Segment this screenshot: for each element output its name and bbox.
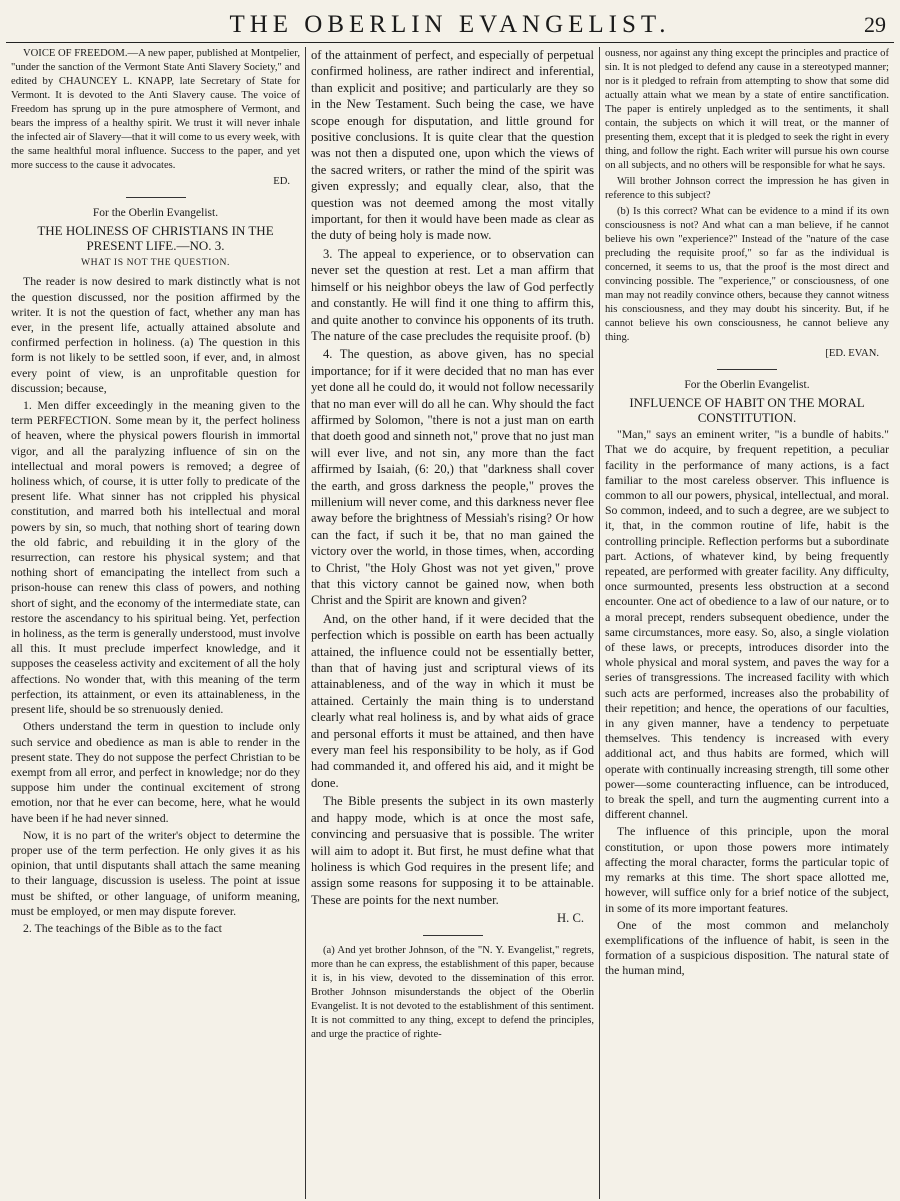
footnote-a: (a) And yet brother Johnson, of the "N. Y. Evangelist," regrets, more than he can express, the establishment of this paper, because it is, in his view, devoted to the dissemination of this error. Brother Johnson misunderstands the object of the Oberlin Evangelist. It is not devoted to the establishment of this sentiment. It is not committed to any thing, except to defend the principles, and urge the practice of righte-	[311, 944, 594, 1040]
footnote-question: Will brother Johnson correct the impression he has given in reference to this subject?	[605, 176, 889, 201]
article-paragraph: The reader is now desired to mark distinctly what is not the question discussed, nor the position affirmed by the writer. It is not the question of fact, whether any man has ever, in the present life, actually attained absolute and confirmed perfection in holiness. (a) The question in this form is not likely to be settled soon, if ever, and, in almost every point of view, is an unprofitable question for discussion; because,	[11, 274, 300, 395]
article-paragraph: The Bible presents the subject in its own masterly and happy mode, which is at once the most safe, convincing and persuasive that is possible. The writer will aim to adopt it. But first, he must define what that holiness is which God requires in the present life; and assign some reasons for supposing it to be attainable. These are points for the next number.	[311, 794, 594, 907]
article-paragraph: And, on the other hand, if it were decided that the perfection which is possible on earth has been actually attained, the influence could not be essentially better, than that of having just and scriptural views of its attainableness, and of the way in which it must be attained. Certainly the main thing is to understand clearly what real holiness is, and by what aids of grace and personal efforts it must be attained, and then have every man feel his responsibility to be holy, as if God had commanded it, and offered his aid, and it might be done.	[311, 611, 594, 790]
article-paragraph: 3. The appeal to experience, or to observation can never set the question at rest. Let a man affirm that himself or his neighbor obeys the law of God perfectly and constantly. He will find it one thing to affirm this, and quite another to convince his opponents of its truth. The nature of the case precludes the requisite proof. (b)	[311, 246, 594, 343]
masthead	[6, 10, 894, 43]
article-paragraph: The influence of this principle, upon the moral constitution, or upon those powers more intimately affecting the moral character, forms the particular topic of my remarks at this time. The short space allotted me, however, will suffice only for a brief notice of the subject, in some of its more important features.	[605, 824, 889, 915]
article-paragraph: of the attainment of perfect, and especially of perpetual confirmed holiness, are rather indirect and inferential, than explicit and positive; and particularly are they so in the New Testament. Such being the case, we have scope enough for disputation, and little ground for positive conclusions. It is quite clear that the question was not then a disputed one, upon which the views of the sacred writers, or rather the mind of the spirit was given expressly; and equally clear, also, that the question was not deemed among the most vitally important, for then it would have been made as clear as the duty of being holy is made now.	[311, 48, 594, 243]
divider	[717, 369, 777, 370]
author-signature: H. C.	[557, 911, 584, 926]
article-headline: INFLUENCE OF HABIT ON THE MORAL CONSTITUTION.	[629, 395, 865, 426]
voice-of-freedom-notice: VOICE OF FREEDOM.—A new paper, published at Montpelier, "under the sanction of the Vermont State Anti Slavery Society," and edited by CHAUNCEY L. KNAPP, late Secretary of State for Vermont. It is devoted to the Anti Slavery cause. The voice of Freedom has sprung up in the pure atmosphere of Vermont, and bears the impress of a healthy spirit. We trust it will never inhale the infected air of Slavery—that it will come to us every week, with the same healthful moral influence. Success to the paper, and yet more success to the cause it advocates.	[11, 48, 300, 171]
columns	[6, 47, 894, 1199]
article-paragraph: 4. The question, as above given, has no special importance; for if it were decided that no man has ever yet done all he could do, it would not follow necessarily that no man ever will do all he can. Why should the fact affirmed by Solomon, "there is not a just man on earth that doeth good and sinneth not," prove that no just man will ever live, and not sin, any more than the fact affirmed by Isaiah, (6: 20,) that "darkness shall cover the earth, and gross darkness the people," proves the millenium will never come, and this darkness never flee away before the brightness of Messiah's rising? Or how can the fact, if such it be, that no man gained the victory over the world, in those times, when, according to Christ, "the Holy Ghost was not yet given," prove that this victory cannot be gained now, when both Christ and the Spirit are known and given?	[311, 347, 594, 608]
article-paragraph: One of the most common and melancholy exemplifications of the influence of habit, is seen in the formation of a suspicious disposition. The natural state of the human mind,	[605, 917, 889, 978]
from-line: For the Oberlin Evangelist.	[92, 207, 219, 219]
masthead-title: THE OBERLIN EVANGELIST.	[229, 11, 671, 38]
article-paragraph: Now, it is no part of the writer's object to determine the proper use of the term perfection. He only gives it as his opinion, that until disputants shall attach the same meaning to their language, discussion is useless. The point at issue must be shifted, or other language, of uniform meaning, must be employed, or men may dispute forever.	[11, 827, 300, 918]
notice-signature: ED.	[273, 176, 290, 187]
page-number: 29	[864, 12, 886, 37]
divider	[126, 197, 186, 198]
column-3	[600, 47, 894, 1199]
article-paragraph: 1. Men differ exceedingly in the meaning given to the term PERFECTION. Some mean by it, the perfect holiness of heaven, where the physical powers flourish in immortal vigor, and all the paralyzing influence of sin on the intellectual and moral powers is removed; a degree of holiness which, of course, it is utter folly to predicate of the present life. What sinner has not crippled his physical constitution, and marred both his intellectual and moral powers by sin, so much, that nothing short of tearing down the old fabric, and rebuilding it in the glory of the resurrection, can restore his physical system; and that nothing short of emancipating the intellect from such a prison-house can renew this class of powers, and nothing short of sight, and the economy of the intermediate state, can restore the ascendancy to his spiritual being. Yet, perfection in holiness, as the term is generally understood, must involve all this. It must preclude imperfect knowledge, and it supposes the ceaseless activity and excitement of all the holy affections. No wonder that, with this meaning of the term perfection, its attainment, or even its attainableness, in the present life, should be so strenuously denied.	[11, 398, 300, 717]
from-line: For the Oberlin Evangelist.	[684, 379, 810, 391]
footnote-b: (b) Is this correct? What can be evidence to a mind if its own consciousness is not? And what can a man believe, if he cannot believe his own "experience?" Instead of the "nature of the case precluding the requisite proof," so far as the individual is concerned, it seems to us, that the proof is the most direct and convincing possible. The "experience," or consciousness, of one man may not readily convince others, because they cannot witness his consciousness, and they may doubt his sincerity. But, if he cannot believe his own consciousness, he cannot believe any thing.	[605, 206, 889, 343]
article-paragraph: 2. The teachings of the Bible as to the fact	[23, 920, 222, 935]
article-paragraph: "Man," says an eminent writer, "is a bundle of habits." That we do acquire, by frequent repetition, a peculiar facility in the performance of many actions, is a fact familiar to the most careless observer. This influence is common to all our powers, physical, intellectual, and moral. So common, indeed, and to such a degree, are we subject to it, that, in the common routine of life, habit is the controlling principle. Reflection performs but a subordinate part. Actions, of whatever kind, by being frequently repeated, are performed with greater facility. Any difficulty, once surmounted, presents less obstruction at a second encounter. One act of obedience to a law of our nature, or to a moral precept, renders subsequent obedience, under the same circumstances, more easy. So, also, a single violation of these laws, or precepts, introduces disorder into the whole physical and moral system, and paves the way for a series of transgressions. The increased facility with which such acts are performed, increases also the probability of their repetition; and hence, the operations of our faculties, in any given manner, have a tendency to perpetuate themselves. This tendency is increased with every additional act, and thus habits are formed, which will operate with continually increasing strength, till some other power—some counteracting influence, can be introduced, to break the spell, and turn the augmenting current into a different channel.	[605, 427, 889, 822]
article-headline: THE HOLINESS OF CHRISTIANS IN THE PRESENT LIFE.—NO. 3.	[37, 223, 274, 254]
column-1	[6, 47, 306, 1199]
divider	[423, 935, 483, 936]
footnote-signature: [ED. EVAN.	[825, 348, 879, 359]
footnote-continued: ousness, nor against any thing except the principles and practice of sin. It is not pledged to defend any cause in a stereotyped manner; nor is it pledged to refrain from attempting to show that some did actually attain what we mean by a state of entire sanctification. The paper is entirely unpledged as to the sentiments, it shall contain, the subjects on which it will treat, or the manner of presenting them, except that it is pledged to seek the right in every thing, and follow the right. Each writer will pursue his own course on all subjects, and no others will be responsible for what he says.	[605, 48, 889, 171]
article-paragraph: Others understand the term in question to include only such service and obedience as man is able to render in the present state. They do not suppose the perfect Christian to be exempt from all error, and perfect in knowledge; nor do they suppose him under the continual excitement of strong emotion, nor that he ever can become, here, what he would have been if he had never sinned.	[11, 719, 300, 825]
column-2	[306, 47, 600, 1199]
article-subheadline: WHAT IS NOT THE QUESTION.	[80, 257, 231, 269]
